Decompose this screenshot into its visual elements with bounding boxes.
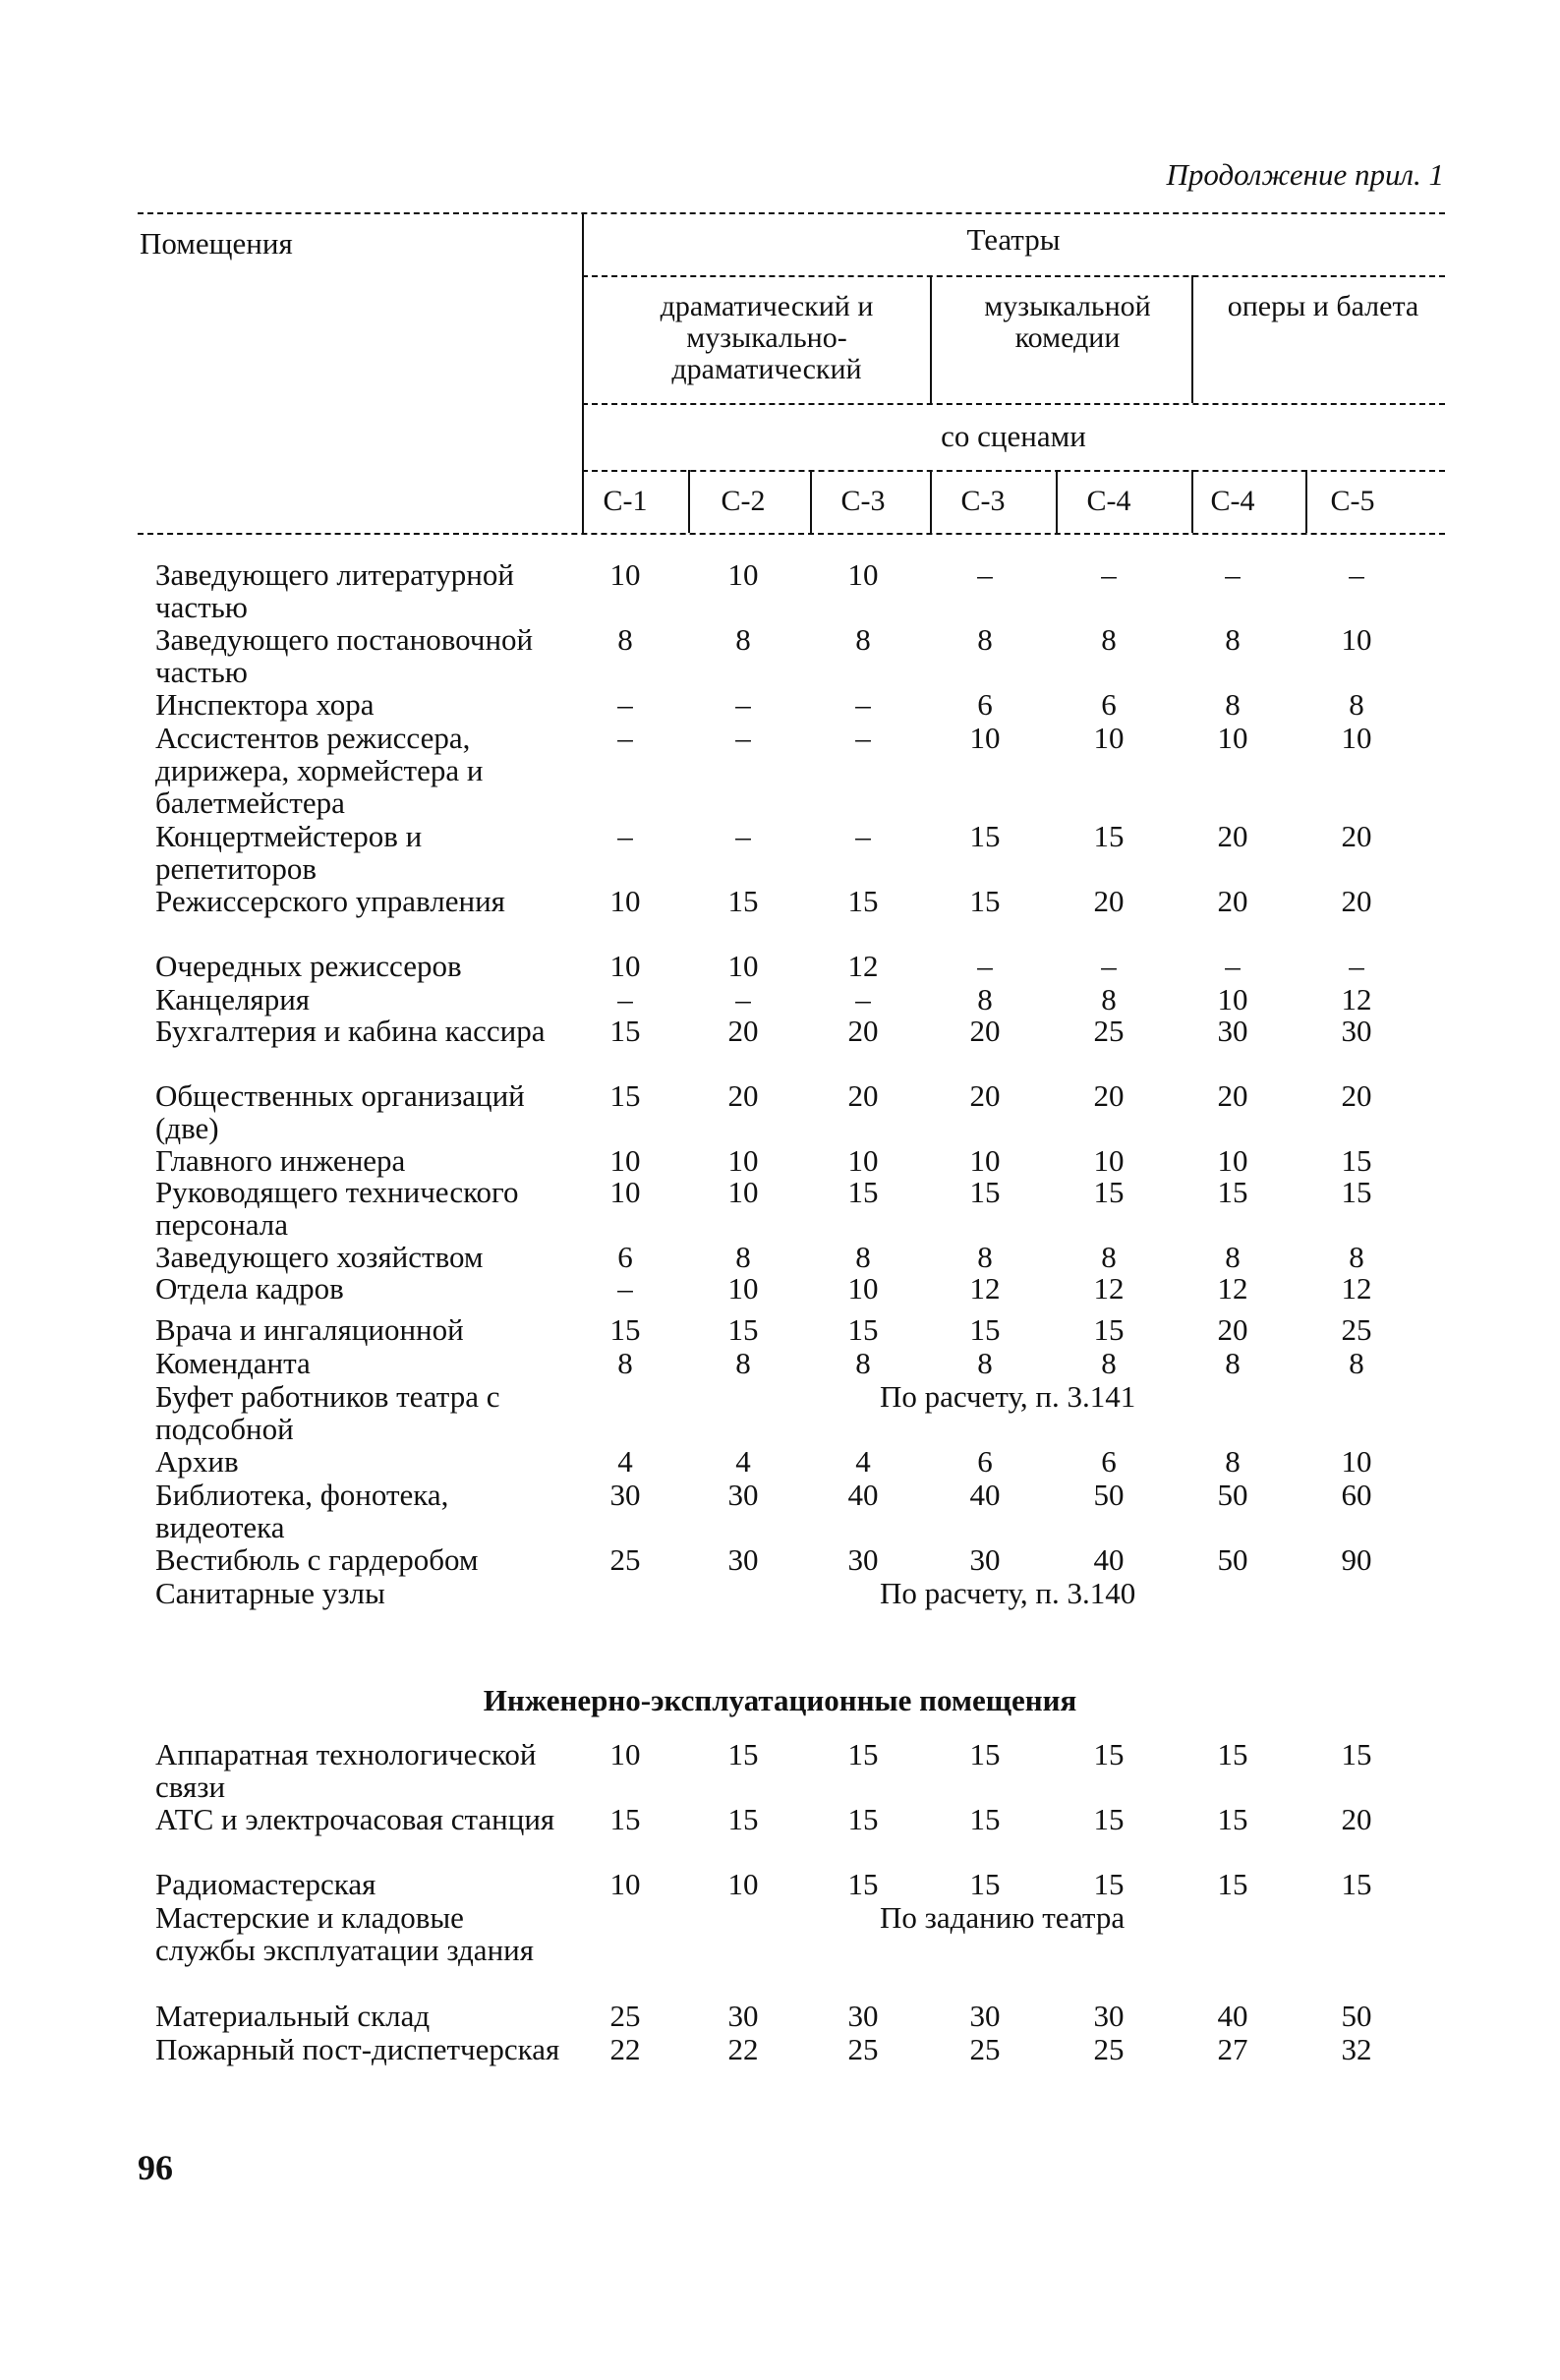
table-cell: 10	[969, 721, 1001, 755]
table-cell: 22	[727, 2032, 759, 2066]
row-label: Отдела кадров	[155, 1271, 344, 1306]
row-label: Библиотека, фонотека, видеотека	[155, 1478, 449, 1544]
table-cell: 10	[1217, 982, 1248, 1016]
row-label: Радиомастерская	[155, 1867, 376, 1901]
header-stage-2: С-2	[721, 485, 766, 517]
table-cell: 20	[1093, 1078, 1125, 1113]
table-cell: 30	[727, 1478, 759, 1512]
table-cell: –	[977, 949, 993, 983]
table-cell: 20	[847, 1078, 879, 1113]
table-cell: 10	[609, 1175, 641, 1209]
table-cell: 50	[1093, 1478, 1125, 1512]
header-stage-3: С-3	[840, 485, 886, 517]
header-vline-stage-6	[1305, 470, 1307, 533]
table-cell: 25	[847, 2032, 879, 2066]
span-note: По расчету, п. 3.140	[880, 1576, 1136, 1610]
row-label: Материальный склад	[155, 1999, 431, 2033]
table-cell: 6	[617, 1240, 633, 1274]
table-cell: 30	[847, 1542, 879, 1577]
table-cell: 8	[855, 1240, 871, 1274]
table-cell: 30	[609, 1478, 641, 1512]
table-cell: 50	[1217, 1542, 1248, 1577]
header-vline-rooms	[582, 212, 584, 535]
table-cell: 15	[727, 1737, 759, 1771]
table-cell: 22	[609, 2032, 641, 2066]
table-cell: 15	[1341, 1175, 1372, 1209]
table-cell: 27	[1217, 2032, 1248, 2066]
row-label: Общественных организаций (две)	[155, 1078, 525, 1145]
table-cell: –	[617, 982, 633, 1016]
table-cell: 20	[1341, 819, 1372, 853]
span-note: По расчету, п. 3.141	[880, 1379, 1136, 1414]
table-cell: 20	[1217, 1078, 1248, 1113]
table-cell: 8	[977, 622, 993, 657]
table-cell: 40	[847, 1478, 879, 1512]
table-cell: 12	[847, 949, 879, 983]
table-cell: 10	[609, 1737, 641, 1771]
table-cell: 8	[617, 622, 633, 657]
table-cell: 12	[1093, 1271, 1125, 1306]
table-cell: 8	[1349, 687, 1364, 722]
row-label: Ассистентов режиссера, дирижера, хормейстера и балетмейстера	[155, 721, 484, 820]
table-cell: –	[735, 687, 751, 722]
row-label: Пожарный пост-диспетчерская	[155, 2032, 560, 2066]
table-cell: 30	[969, 1542, 1001, 1577]
header-rule-with-stages	[582, 403, 1445, 405]
row-label: Бухгалтерия и кабина кассира	[155, 1014, 546, 1048]
table-cell: –	[977, 557, 993, 592]
table-cell: 15	[609, 1078, 641, 1113]
table-cell: 15	[847, 1312, 879, 1347]
table-cell: 8	[735, 1240, 751, 1274]
table-cell: 10	[727, 1867, 759, 1901]
row-label: Коменданта	[155, 1346, 311, 1380]
table-cell: 8	[1349, 1346, 1364, 1380]
header-rule-groups	[582, 275, 1445, 277]
row-label: Буфет работников театра с подсобной	[155, 1379, 500, 1446]
table-cell: 6	[1101, 1444, 1117, 1479]
table-cell: 20	[847, 1014, 879, 1048]
table-cell: 10	[1093, 1143, 1125, 1178]
table-cell: 15	[969, 1312, 1001, 1347]
table-cell: 10	[609, 949, 641, 983]
table-cell: –	[1349, 557, 1364, 592]
table-cell: 20	[727, 1078, 759, 1113]
table-cell: –	[855, 982, 871, 1016]
table-cell: 15	[1341, 1867, 1372, 1901]
table-cell: 10	[1217, 721, 1248, 755]
table-cell: 25	[609, 1542, 641, 1577]
row-label: Заведующего постановочной частью	[155, 622, 534, 689]
table-cell: 10	[1341, 721, 1372, 755]
table-cell: 6	[1101, 687, 1117, 722]
table-cell: –	[617, 1271, 633, 1306]
table-cell: 25	[1093, 1014, 1125, 1048]
table-cell: 10	[727, 1271, 759, 1306]
table-cell: 10	[969, 1143, 1001, 1178]
table-cell: 8	[1225, 1444, 1241, 1479]
table-cell: 15	[1093, 819, 1125, 853]
header-stage-7: С-5	[1330, 485, 1375, 517]
table-cell: 15	[727, 1312, 759, 1347]
table-cell: 20	[1341, 1078, 1372, 1113]
table-cell: 15	[1341, 1737, 1372, 1771]
row-label: Аппаратная технологической связи	[155, 1737, 537, 1804]
row-label: Руководящего технического персонала	[155, 1175, 519, 1242]
table-cell: –	[1225, 949, 1241, 983]
header-stage-4: С-3	[960, 485, 1006, 517]
table-cell: 4	[735, 1444, 751, 1479]
table-cell: 15	[1093, 1802, 1125, 1836]
table-cell: 15	[1093, 1737, 1125, 1771]
table-cell: 30	[847, 1999, 879, 2033]
table-cell: 8	[977, 982, 993, 1016]
table-cell: 15	[1093, 1312, 1125, 1347]
table-cell: 20	[969, 1014, 1001, 1048]
table-cell: 15	[969, 1175, 1001, 1209]
table-cell: 30	[1217, 1014, 1248, 1048]
header-vline-stage-1	[688, 470, 690, 533]
header-stage-5: С-4	[1086, 485, 1131, 517]
header-bottom-rule	[138, 533, 1445, 535]
table-cell: 10	[609, 1143, 641, 1178]
table-cell: 8	[855, 1346, 871, 1380]
table-cell: 30	[1093, 1999, 1125, 2033]
table-cell: 10	[727, 1143, 759, 1178]
table-cell: 12	[969, 1271, 1001, 1306]
table-cell: 32	[1341, 2032, 1372, 2066]
table-cell: 50	[1217, 1478, 1248, 1512]
table-cell: 15	[969, 1867, 1001, 1901]
header-group-musical-comedy: музыкальной комедии	[984, 290, 1151, 354]
table-cell: 8	[855, 622, 871, 657]
table-cell: 15	[847, 884, 879, 918]
table-cell: 10	[727, 557, 759, 592]
continuation-note: Продолжение прил. 1	[1166, 157, 1444, 192]
table-cell: 15	[847, 1867, 879, 1901]
table-cell: –	[617, 819, 633, 853]
page-number: 96	[138, 2148, 173, 2187]
table-cell: 25	[609, 1999, 641, 2033]
table-cell: 15	[609, 1014, 641, 1048]
table-cell: 25	[1341, 1312, 1372, 1347]
row-label: Врача и ингаляционной	[155, 1312, 464, 1347]
table-cell: 10	[847, 1143, 879, 1178]
table-cell: 15	[847, 1737, 879, 1771]
table-cell: 15	[847, 1802, 879, 1836]
table-cell: 8	[1101, 1240, 1117, 1274]
row-label: АТС и электрочасовая станция	[155, 1802, 555, 1836]
table-cell: 25	[969, 2032, 1001, 2066]
table-cell: 15	[969, 1737, 1001, 1771]
table-cell: 20	[1093, 884, 1125, 918]
table-cell: 8	[735, 1346, 751, 1380]
table-cell: 15	[609, 1802, 641, 1836]
table-cell: 10	[727, 949, 759, 983]
table-cell: 20	[727, 1014, 759, 1048]
table-cell: –	[735, 819, 751, 853]
table-cell: 20	[1217, 884, 1248, 918]
table-cell: 90	[1341, 1542, 1372, 1577]
table-cell: 20	[1217, 819, 1248, 853]
table-cell: 40	[1217, 1999, 1248, 2033]
table-cell: 10	[1341, 1444, 1372, 1479]
table-cell: 40	[969, 1478, 1001, 1512]
header-vline-group-1	[930, 275, 932, 403]
header-vline-stage-4	[1056, 470, 1058, 533]
table-cell: 40	[1093, 1542, 1125, 1577]
row-label: Вестибюль с гардеробом	[155, 1542, 479, 1577]
row-label: Канцелярия	[155, 982, 311, 1016]
table-cell: 15	[727, 884, 759, 918]
header-group-opera-ballet: оперы и балета	[1227, 290, 1419, 322]
header-with-stages: со сценами	[941, 419, 1086, 453]
table-cell: 15	[727, 1802, 759, 1836]
table-cell: 20	[1341, 1802, 1372, 1836]
table-cell: 15	[847, 1175, 879, 1209]
table-cell: 10	[1341, 622, 1372, 657]
table-cell: 15	[1217, 1175, 1248, 1209]
table-cell: 15	[1093, 1867, 1125, 1901]
table-cell: 12	[1341, 1271, 1372, 1306]
table-cell: 15	[969, 884, 1001, 918]
table-cell: –	[1101, 949, 1117, 983]
table-cell: 8	[1225, 622, 1241, 657]
header-group-drama: драматический и музыкально-драматический	[660, 290, 874, 385]
table-cell: 60	[1341, 1478, 1372, 1512]
table-cell: 10	[727, 1175, 759, 1209]
table-cell: –	[1349, 949, 1364, 983]
table-cell: 6	[977, 687, 993, 722]
table-cell: –	[855, 687, 871, 722]
row-label: Архив	[155, 1444, 239, 1479]
table-cell: 15	[609, 1312, 641, 1347]
header-theatres: Театры	[966, 222, 1061, 257]
header-rule-stages	[582, 470, 1445, 472]
row-label: Заведующего литературной частью	[155, 557, 514, 624]
table-cell: 8	[1101, 982, 1117, 1016]
table-cell: –	[735, 721, 751, 755]
table-cell: 8	[1349, 1240, 1364, 1274]
table-cell: –	[855, 721, 871, 755]
table-cell: 15	[1217, 1802, 1248, 1836]
table-cell: 50	[1341, 1999, 1372, 2033]
table-cell: 6	[977, 1444, 993, 1479]
table-cell: 10	[1093, 721, 1125, 755]
table-cell: 8	[1225, 687, 1241, 722]
table-cell: 30	[727, 1542, 759, 1577]
table-cell: 25	[1093, 2032, 1125, 2066]
row-label: Концертмейстеров и репетиторов	[155, 819, 423, 886]
table-cell: 30	[727, 1999, 759, 2033]
table-cell: 10	[609, 1867, 641, 1901]
table-cell: 15	[1341, 1143, 1372, 1178]
table-cell: –	[1101, 557, 1117, 592]
table-cell: 8	[1101, 1346, 1117, 1380]
table-cell: 4	[855, 1444, 871, 1479]
table-cell: 15	[1217, 1737, 1248, 1771]
header-stage-1: С-1	[603, 485, 648, 517]
table-cell: 10	[609, 884, 641, 918]
section-title-engineering: Инженерно-эксплуатационные помещения	[483, 1683, 1077, 1717]
table-cell: –	[735, 982, 751, 1016]
table-cell: 12	[1341, 982, 1372, 1016]
table-cell: 8	[735, 622, 751, 657]
table-cell: 8	[1101, 622, 1117, 657]
table-cell: 10	[847, 557, 879, 592]
table-cell: 15	[1217, 1867, 1248, 1901]
table-cell: 15	[1093, 1175, 1125, 1209]
table-cell: 20	[1341, 884, 1372, 918]
table-cell: 30	[1341, 1014, 1372, 1048]
table-cell: 8	[617, 1346, 633, 1380]
table-cell: 8	[1225, 1346, 1241, 1380]
header-top-rule	[138, 212, 1445, 214]
header-stage-6: С-4	[1210, 485, 1255, 517]
span-note: По заданию театра	[880, 1900, 1126, 1935]
table-cell: 8	[977, 1240, 993, 1274]
header-vline-group-2	[1191, 275, 1193, 403]
row-label: Мастерские и кладовые службы эксплуатации здания	[155, 1900, 535, 1967]
table-cell: –	[617, 721, 633, 755]
header-vline-stage-3	[930, 470, 932, 533]
table-cell: –	[617, 687, 633, 722]
row-label: Очередных режиссеров	[155, 949, 462, 983]
table-cell: –	[855, 819, 871, 853]
table-cell: 10	[847, 1271, 879, 1306]
table-cell: 12	[1217, 1271, 1248, 1306]
table-cell: 8	[1225, 1240, 1241, 1274]
header-vline-stage-2	[810, 470, 812, 533]
table-cell: –	[1225, 557, 1241, 592]
header-rooms: Помещения	[140, 226, 293, 261]
table-cell: 4	[617, 1444, 633, 1479]
row-label: Заведующего хозяйством	[155, 1240, 484, 1274]
row-label: Главного инженера	[155, 1143, 406, 1178]
row-label: Инспектора хора	[155, 687, 375, 722]
table-cell: 15	[969, 819, 1001, 853]
table-cell: 20	[1217, 1312, 1248, 1347]
table-cell: 30	[969, 1999, 1001, 2033]
table-cell: 10	[609, 557, 641, 592]
row-label: Санитарные узлы	[155, 1576, 385, 1610]
table-cell: 10	[1217, 1143, 1248, 1178]
table-cell: 20	[969, 1078, 1001, 1113]
row-label: Режиссерского управления	[155, 884, 505, 918]
table-cell: 15	[969, 1802, 1001, 1836]
table-cell: 8	[977, 1346, 993, 1380]
